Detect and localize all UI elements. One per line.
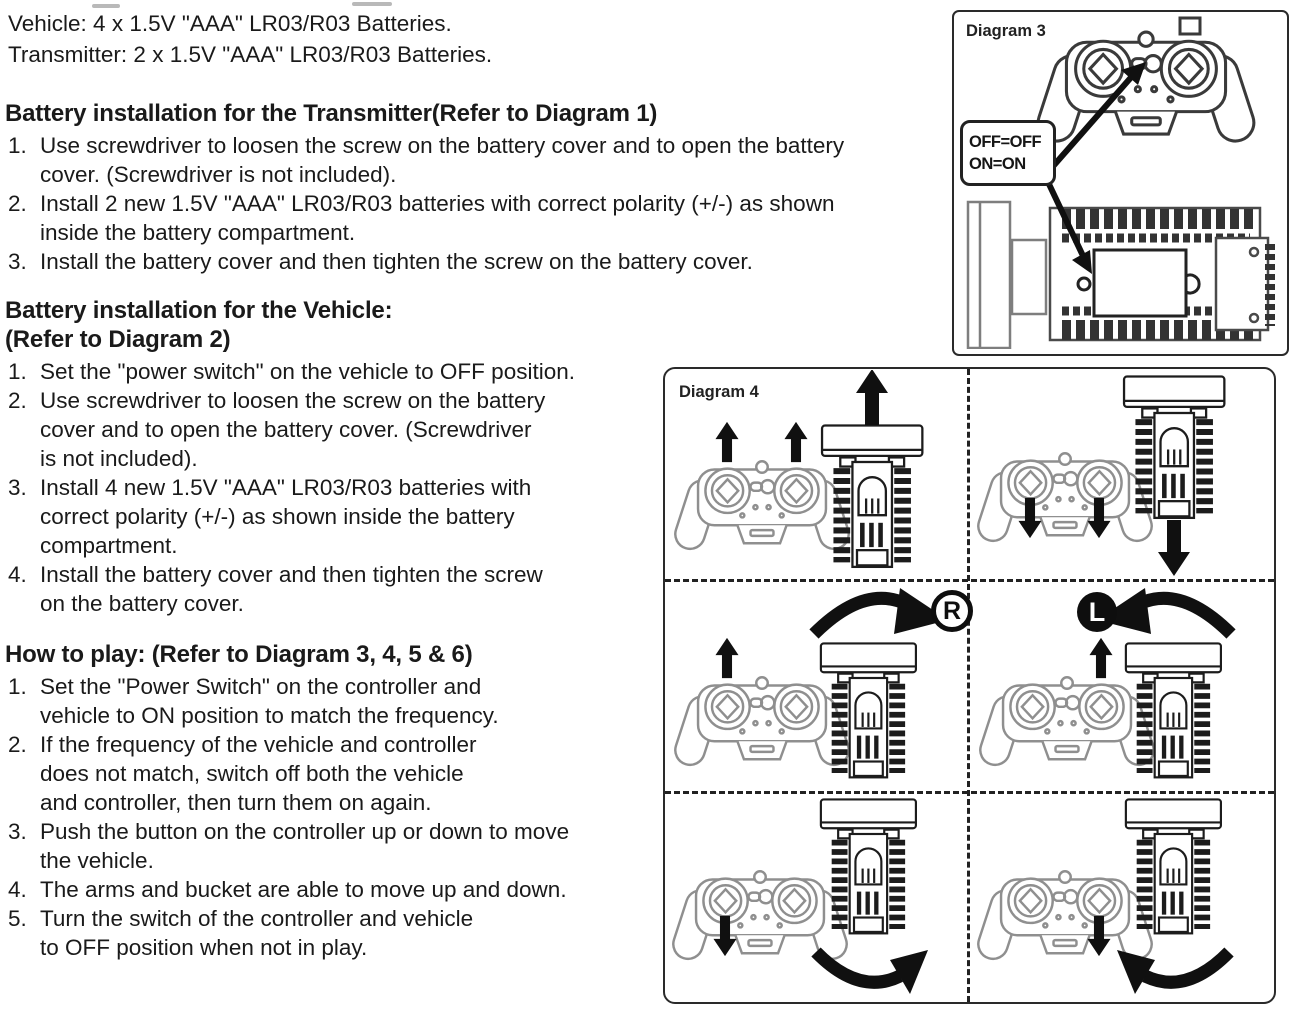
item-number: 1. — [8, 133, 27, 158]
list-item — [8, 473, 575, 560]
item-text: Install the battery cover and then tighten the screw on the battery cover. — [40, 249, 753, 274]
list-battery-vehicle — [8, 357, 575, 618]
backward-arrow-icon — [1158, 520, 1190, 576]
curved-arrow-reverse-left-icon — [1117, 950, 1229, 994]
item-text: Install the battery cover and then tighten the screw on the battery cover. — [40, 562, 543, 616]
controller-icon — [669, 871, 850, 962]
list-item — [8, 357, 575, 386]
diagram3-label: Diagram 3 — [966, 22, 1046, 40]
list-item — [8, 247, 844, 276]
cell-turn-right — [666, 582, 966, 790]
grid-divider-vertical — [967, 369, 970, 1002]
heading-battery-transmitter: Battery installation for the Transmitter(Refer to Diagram 1) — [5, 100, 658, 127]
item-number: 4. — [8, 562, 27, 587]
left-stick-up-arrow-icon — [715, 422, 738, 462]
item-text: Turn the switch of the controller and vehicle to OFF position when not in play. — [40, 906, 474, 960]
diagram4-panel — [663, 367, 1276, 1004]
cell-reverse-turn-right — [666, 794, 966, 1002]
list-item — [8, 875, 569, 904]
list-how-to-play — [8, 672, 569, 962]
heading-battery-vehicle: Battery installation for the Vehicle: (Refer to Diagram 2) — [5, 297, 393, 353]
right-stick-up-arrow-icon — [784, 422, 807, 462]
vehicle-underside-icon — [968, 202, 1270, 348]
controller-icon — [974, 453, 1155, 544]
item-text: Install 2 new 1.5V "AAA" LR03/R03 batteries with correct polarity (+/-) as shown inside the battery compartment. — [40, 191, 835, 245]
battery-spec-text: Vehicle: 4 x 1.5V "AAA" LR03/R03 Batteries. Transmitter: 2 x 1.5V "AAA" LR03/R03 Batteries. — [8, 11, 493, 67]
item-text: Install 4 new 1.5V "AAA" LR03/R03 batteries with correct polarity (+/-) as shown inside the battery compartment. — [40, 475, 532, 558]
controller-icon — [974, 871, 1155, 962]
item-text: The arms and bucket are able to move up and down. — [40, 877, 567, 902]
curved-arrow-left-icon — [1097, 588, 1231, 634]
heading-how-to-play: How to play: (Refer to Diagram 3, 4, 5 & 6) — [5, 641, 473, 668]
list-item — [8, 672, 569, 730]
diagram3-panel — [952, 10, 1289, 356]
item-number: 3. — [8, 249, 27, 274]
item-number: 3. — [8, 475, 27, 500]
item-text: If the frequency of the vehicle and controller does not match, switch off both the vehicle and controller, then turn them on again. — [40, 732, 477, 815]
controller-icon — [671, 677, 852, 768]
item-text: Set the "Power Switch" on the controller and vehicle to ON position to match the frequency. — [40, 674, 499, 728]
diagram4-label: Diagram 4 — [679, 383, 759, 401]
list-item — [8, 904, 569, 962]
battery-compartment-icon — [1094, 250, 1186, 316]
turn-left-badge: L — [1077, 592, 1117, 632]
item-text: Set the "power switch" on the vehicle to OFF position. — [40, 359, 575, 384]
left-stick-up-arrow-icon — [715, 638, 738, 678]
forward-arrow-icon — [856, 370, 888, 425]
list-item — [8, 817, 569, 875]
right-stick-up-arrow-icon — [1089, 638, 1112, 678]
cell-backward — [971, 370, 1271, 578]
list-item — [8, 189, 844, 247]
item-number: 3. — [8, 819, 27, 844]
antenna-icon — [1180, 18, 1200, 34]
scan-artifact — [352, 2, 392, 6]
item-number: 4. — [8, 877, 27, 902]
item-text: Use screwdriver to loosen the screw on the battery cover and to open the battery cover. (Screwdriver is not included). — [40, 388, 546, 471]
list-item — [8, 131, 844, 189]
item-number: 1. — [8, 674, 27, 699]
cell-reverse-turn-left — [971, 794, 1271, 1002]
cell-turn-left — [971, 582, 1271, 790]
list-item — [8, 560, 575, 618]
curved-arrow-right-icon — [814, 588, 948, 634]
power-switch-note: OFF=OFF ON=ON — [960, 120, 1056, 186]
item-text: Push the button on the controller up or down to move the vehicle. — [40, 819, 570, 873]
controller-icon — [1033, 32, 1258, 146]
item-number: 2. — [8, 191, 27, 216]
controller-icon — [976, 677, 1157, 768]
item-text: Use screwdriver to loosen the screw on the battery cover and to open the battery cover. (Screwdriver is not included). — [40, 133, 845, 187]
item-number: 5. — [8, 906, 27, 931]
turn-right-badge: R — [931, 590, 973, 632]
list-item — [8, 730, 569, 817]
item-number: 2. — [8, 732, 27, 757]
item-number: 1. — [8, 359, 27, 384]
list-battery-transmitter — [8, 131, 844, 276]
controller-icon — [671, 461, 852, 552]
item-number: 2. — [8, 388, 27, 413]
list-item — [8, 386, 575, 473]
